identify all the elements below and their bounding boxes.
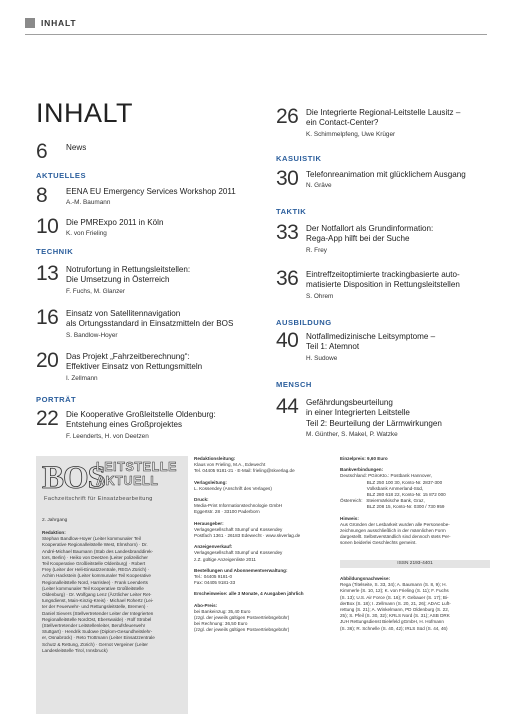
imprint-group	[194, 521, 336, 540]
imprint-line: L. Kossendey (Anschrift des Verlages)	[194, 485, 272, 491]
imprint-heading: Redaktionsleitung:	[194, 456, 236, 461]
magazine-logo	[42, 462, 182, 502]
page-number: 10	[36, 215, 59, 238]
imprint-line: 25); S. Pfeil (S. 30, 32); KRLS Nord (S. 31); ASB DRK	[340, 613, 450, 619]
imprint-heading: Abbildungsnachweise:	[340, 576, 391, 581]
article-title: Die Integrierte Regional-Leitstelle Lausitz – ein Contact-Center?	[306, 108, 461, 128]
imprint-line: Kooperative Regionalleitstelle West, Elmshorn) · Dr.	[42, 542, 148, 548]
imprint-group	[340, 467, 490, 510]
imprint-line: sonen beiderlei Geschlechts gemeint.	[340, 540, 417, 546]
imprint-line: Kimmerle (S. 10, 12); K. von Frieling (S. 11); F. Fuchs	[340, 588, 449, 594]
entry-text	[306, 222, 433, 255]
article-title: Einsatz von Satellitennavigation als Ortungsstandard in Einsatzmitteln der BOS	[66, 309, 234, 329]
imprint-line: Deutschland: PGiroKto.: Postbank Hannover,	[340, 473, 432, 479]
imprint-line: JUH Rettungsdienst Bielefeld gGmbH, H. Hofmann	[340, 619, 444, 625]
imprint-line: (S. 13); U.S. Air Force (S. 16); F. Gebauer (S. 17); Bi-	[340, 594, 449, 600]
imprint-line: Verlagsgesellschaft Stumpf und Kossendey	[194, 526, 283, 532]
imprint-line: Achim Hackstein (Leiter kommunaler Teil Kooperative	[42, 573, 151, 579]
imprint-line: Tel.: 04405 9181-0	[194, 574, 233, 580]
imprint-line: (zzgl. der jeweils gültigen Postvertriebsgebühr)	[194, 627, 290, 633]
imprint-line: Rega (Titelseite, S. 33, 34); A. Baumann (S. 8, 9); H.	[340, 582, 447, 588]
article-title: EENA EU Emergency Services Workshop 2011	[66, 187, 236, 196]
toc-entry	[276, 268, 460, 301]
article-author: N. Gräve	[306, 182, 332, 190]
imprint-left-panel	[36, 456, 188, 714]
imprint-line: Stuttgart) · Hendrik Sudowe (Diplom-Gesundheitslehr-	[42, 629, 153, 635]
imprint-line: tors, Berlin) · Heiko von Deetzen (Leiter polizeilicher	[42, 554, 148, 560]
imprint-heading: Hinweis:	[340, 515, 359, 521]
imprint-line: Frey (Leiter der Heli-Einsatzzentrale, REGA Zürich) ·	[42, 567, 150, 573]
entry-text	[306, 330, 435, 363]
toc-entry	[36, 263, 190, 296]
imprint-line: rettung (S. 21); A. Winkelmann, PD Oldenburg (S. 22,	[340, 607, 450, 613]
toc-entry	[276, 222, 433, 255]
imprint-line: Daniel Sievers (Stellvertretender Leiter der Integrierten	[42, 610, 154, 616]
imprint-line: BLZ 208 15, Konto-Nr. 0300 / 730 959	[340, 504, 445, 510]
article-title: Das Projekt „Fahrzeitberechnung“: Effektiver Einsatz von Rettungsmitteln	[66, 352, 203, 372]
imprint-group	[340, 456, 490, 462]
imprint-line: Fax: 04405 9181-33	[194, 580, 236, 586]
page-number: 6	[36, 140, 48, 163]
jahrgang: 2. Jahrgang	[42, 518, 68, 523]
article-title: Notfallmedizinische Leitsymptome – Teil 1: Atemnot	[306, 332, 436, 352]
entry-text	[66, 350, 202, 383]
section-heading-mensch: MENSCH	[276, 380, 312, 389]
imprint-line: Regionalleitstelle NordOst, Eberswalde) · Rolf Strobel	[42, 616, 152, 622]
section-heading-technik: TECHNIK	[36, 247, 74, 256]
toc-entry	[276, 330, 435, 363]
page-number: 8	[36, 184, 48, 207]
header-label: INHALT	[41, 18, 77, 28]
section-heading-taktik: TAKTIK	[276, 207, 307, 216]
imprint-line: Eggertstr. 28 · 33100 Paderborn	[194, 509, 260, 515]
section-heading-portr-t: PORTRÄT	[36, 395, 77, 404]
article-author: M. Günther, S. Makel, P. Watzke	[306, 431, 398, 439]
toc-entry	[36, 350, 202, 383]
imprint-heading: Abo-Preis:	[194, 602, 218, 608]
imprint-line: Oldenburg) · Dr. Wolfgang Lenz (Ärztlicher Leiter Ret-	[42, 592, 152, 598]
imprint-line: z.Z. gültige Anzeigenliste 2011	[194, 556, 256, 562]
imprint-line: derBox (S. 18); I. Zellmann (S. 20, 21, 26); ADAC Luft-	[340, 600, 451, 606]
imprint-line: Volksbank Ammerland-Süd,	[340, 485, 424, 491]
article-author: H. Sudowe	[306, 354, 338, 362]
imprint-group	[194, 603, 336, 634]
toc-entry	[276, 396, 442, 439]
imprint-heading: Erscheinweise: alle 3 Monate, 4 Ausgaben jährlich	[194, 591, 304, 597]
issn-box: ISSN 2193-4401	[340, 560, 490, 568]
entry-text	[306, 268, 460, 301]
entry-text	[66, 216, 163, 238]
article-title: Die Kooperative Großleitstelle Oldenburg: Entstehung eines Großprojektes	[66, 410, 216, 430]
imprint-line: Klaus von Frieling, M.A., Edewecht	[194, 462, 266, 468]
article-author: R. Frey	[306, 246, 327, 254]
page-number: 13	[36, 262, 59, 285]
logo-subtitle: Fachzeitschrift für Einsatzbearbeitung	[44, 496, 153, 502]
imprint-line: (zzgl. der jeweils gültigen Postvertriebsgebühr)	[194, 615, 290, 621]
imprint-line: bei Rechnung: 36,50 Euro	[194, 621, 248, 627]
entry-text	[66, 263, 190, 296]
imprint-heading: Bestellungen und Abonnementverwaltung:	[194, 567, 288, 573]
entry-text	[306, 396, 442, 439]
page-number: 33	[276, 221, 299, 244]
article-title: Der Notfallort als Grundinformation: Rega-App hilft bei der Suche	[306, 224, 434, 244]
page-header	[25, 18, 76, 28]
article-author: I. Zellmann	[66, 374, 98, 382]
logo-bos: BOS	[42, 460, 106, 496]
imprint-heading: Herausgeber:	[194, 520, 224, 526]
imprint-line: er, Osnabrück) · Reto Trottmann (Leiter Einsatzzentrale	[42, 635, 155, 641]
page-number: 22	[36, 407, 59, 430]
page-number: 44	[276, 395, 299, 418]
entry-text	[306, 106, 460, 139]
imprint-line: (Stellvertretender Leitstellenleiter, Berufsfeuerwehr	[42, 623, 146, 629]
imprint-line: zeichnungen ausschließlich in der männlichen Form	[340, 528, 446, 534]
imprint-line: (S. 36); R. Schnelle (S. 40, 42); IRLS Süd (S. 44, 46)	[340, 625, 448, 631]
section-heading-kasuistik: KASUISTIK	[276, 154, 322, 163]
imprint-column-3	[340, 456, 490, 552]
article-title: Telefonreanimation mit glücklichem Ausgang	[306, 170, 466, 179]
imprint-line: Verlagsgesellschaft Stumpf und Kossendey	[194, 550, 283, 556]
toc-entry	[36, 141, 86, 162]
article-author: A.-M. Baumann	[66, 199, 111, 207]
redaktion-block	[42, 530, 184, 654]
article-author: S. Bandlow-Hoyer	[66, 331, 118, 339]
imprint-heading: Anzeigenverkauf:	[194, 544, 233, 550]
imprint-group	[194, 497, 336, 516]
section-heading-aktuelles: AKTUELLES	[36, 171, 87, 180]
imprint-line: Regionalleitstelle Nord, Harrislee) · Frank Leenderts	[42, 579, 148, 585]
imprint-group	[194, 544, 336, 563]
section-heading-ausbildung: AUSBILDUNG	[276, 318, 332, 327]
imprint-line: Stephan Bandlow-Hoyer (Leiter kommunaler Teil	[42, 536, 141, 542]
toc-entry	[36, 185, 236, 207]
imprint-heading: Bankverbindungen:	[340, 467, 384, 473]
entry-text	[306, 168, 466, 190]
imprint-line: Tel. 04405 9181-21 · E-Mail: frieling@skverlag.de	[194, 468, 295, 474]
imprint-group	[194, 480, 336, 492]
imprint-line: Aus Gründen der Lesbarkeit wurden alle Personenbe-	[340, 521, 450, 527]
article-title: Die PMRExpo 2011 in Köln	[66, 218, 164, 227]
toc-entry	[36, 408, 216, 441]
article-title: Gefährdungsbeurteilung in einer Integrierten Leitstelle Teil 2: Beurteilung der Lärmwirkungen	[306, 398, 442, 428]
article-author: S. Ohrem	[306, 292, 334, 300]
imprint-heading: Redaktion:	[42, 530, 66, 535]
imprint-line: Landesleitstelle Tirol, Innsbruck)	[42, 647, 108, 653]
imprint-line: (Leiter kommunaler Teil Kooperative Großleitstelle	[42, 585, 144, 591]
page-number: 40	[276, 329, 299, 352]
imprint-line: BLZ 250 100 30, Konto-Nr. 2837-300	[340, 479, 443, 485]
page-title: INHALT	[36, 98, 134, 128]
article-title: News	[66, 143, 87, 152]
imprint-line: Österreich: Steiermärkische Bank, Graz,	[340, 498, 425, 504]
toc-entry	[36, 216, 163, 238]
imprint-heading: Druck:	[194, 497, 209, 503]
toc-entry	[36, 307, 233, 340]
imprint-group	[194, 568, 336, 587]
logo-line1: LEITSTELLE	[96, 460, 177, 474]
imprint-line: bei Bankeinzug: 35,40 Euro	[194, 608, 251, 614]
imprint-heading: Einzelpreis: 9,60 Euro	[340, 456, 388, 461]
article-author: K. Schimmelpfeng, Uwe Krüger	[306, 130, 396, 138]
imprint-line: Schutz & Rettung, Zürich) · Gernot Vergeiner (Leiter	[42, 641, 148, 647]
toc-entry	[276, 168, 466, 190]
imprint-group	[194, 456, 336, 475]
page-number: 26	[276, 105, 299, 128]
imprint-column-2	[194, 456, 336, 639]
entry-text	[66, 185, 236, 207]
imprint-line: ter der Feuerwehr- und Rettungsleitstelle, Bremen) ·	[42, 604, 149, 610]
article-author: F. Leenderts, H. von Deetzen	[66, 432, 149, 440]
entry-text	[66, 408, 216, 441]
page-number: 20	[36, 349, 59, 372]
imprint-heading: Verlagsleitung:	[194, 479, 227, 485]
imprint-line: Teil Kooperative Großleitstelle Oldenburg) · Robert	[42, 561, 146, 567]
article-author: F. Fuchs, M. Glanzer	[66, 287, 125, 295]
toc-entry	[276, 106, 460, 139]
abbildung-block	[340, 576, 490, 632]
imprint-line: Media-Print Informationstechnologie GmbH	[194, 503, 283, 509]
logo-line2: AKTUELL	[96, 474, 159, 488]
page-number: 30	[276, 167, 299, 190]
imprint-group	[194, 591, 336, 597]
imprint	[36, 456, 490, 714]
entry-text	[66, 141, 86, 153]
entry-text	[66, 307, 233, 340]
imprint-line: André-Michael Baumann (Stab des Landesbranddirek-	[42, 548, 154, 554]
imprint-line: BLZ 280 618 22, Konto-Nr. 15 872 000	[340, 492, 446, 498]
page-number: 16	[36, 306, 59, 329]
article-author: K. von Frieling	[66, 230, 107, 238]
page-number: 36	[276, 267, 299, 290]
imprint-line: dargestellt. Selbstverständlich sind dennoch stets Per-	[340, 534, 451, 540]
header-square-icon	[25, 18, 35, 28]
imprint-line: Postfach 1361 · 26183 Edewecht · www.skverlag.de	[194, 533, 301, 539]
imprint-group	[340, 516, 490, 547]
article-title: Notrufortung in Rettungsleitstellen: Die Umsetzung in Österreich	[66, 265, 191, 285]
imprint-line: tungsdienst, Main-Kinzig-Kreis) · Michael Rohertz (Lei-	[42, 598, 154, 604]
header-divider	[25, 34, 487, 35]
article-title: Eintreffzeitoptimierte trackingbasierte auto- matisierte Disposition in Rettungsleitstellen	[306, 270, 460, 290]
